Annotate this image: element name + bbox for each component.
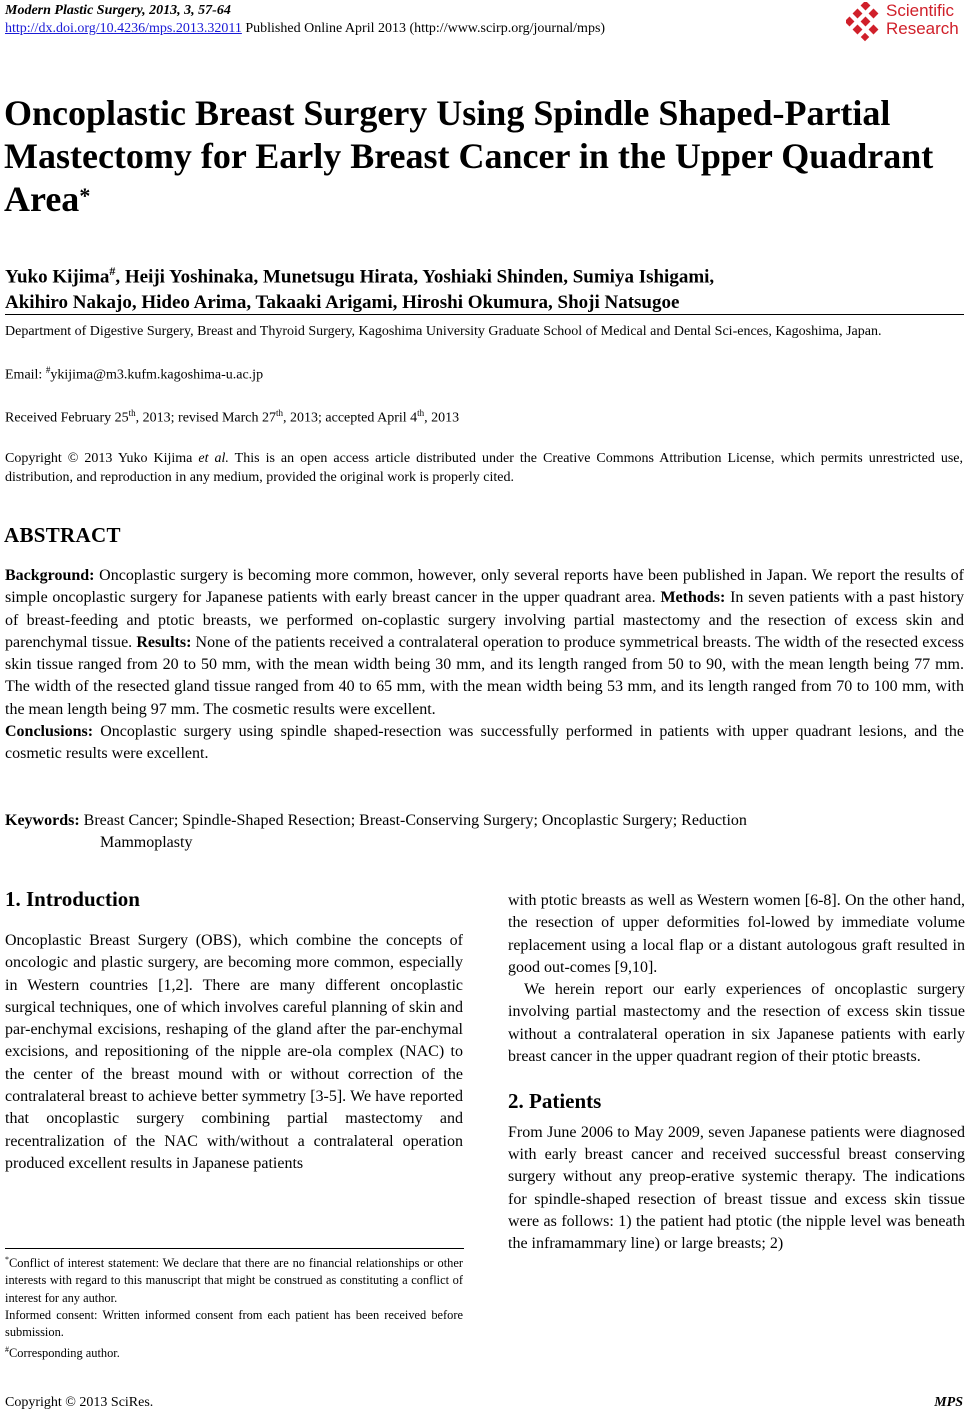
author-mark: # xyxy=(109,264,116,278)
copyright-pre: Copyright © 2013 Yuko Kijima xyxy=(5,451,199,466)
background-label: Background: xyxy=(5,567,95,584)
section-heading-introduction: 1. Introduction xyxy=(5,887,140,911)
journal-volume: , 2013, 3, 57-64 xyxy=(142,3,231,18)
author-line-1 xyxy=(5,258,960,290)
divider xyxy=(5,314,964,315)
copyright-notice xyxy=(5,449,963,487)
corr-mark: # xyxy=(5,1345,9,1355)
logo-line-1: Scientific xyxy=(886,1,955,20)
received-c: , 2013; accepted April 4 xyxy=(283,410,418,426)
received-b: , 2013; revised March 27 xyxy=(135,410,276,426)
intro-paragraph-1-cont: with ptotic breasts as well as Western women [6-8]. On the other hand, the resection of upper deformities fol-lowed by immediate volume replacement using a local flap or a distant autologous graft resulted in good out-comes [9,10]. xyxy=(508,892,965,976)
keywords-label: Keywords: xyxy=(5,812,80,829)
journal-name: Modern Plastic Surgery xyxy=(5,3,143,18)
patients-paragraph-1: From June 2006 to May 2009, seven Japanese patients were diagnosed with early breast cancer and received successful breast conserving surgery without any preop-erative systemic therapy. The indications for spindle-shaped resection of breast tissue and excess skin tissue were as follows: 1) the patient had ptotic (the nipple level was beneath the inframammary line) or large breasts; 2) xyxy=(508,1123,965,1253)
email-mark: # xyxy=(45,365,51,375)
email-label: Email: xyxy=(5,367,46,383)
paper-title xyxy=(4,92,959,221)
doi-link[interactable]: http://dx.doi.org/10.4236/mps.2013.32011 xyxy=(5,21,242,36)
keywords-line-1 xyxy=(5,810,964,832)
received-b-sup: th xyxy=(276,408,284,418)
copyright-post: This is an open access article distributed under the Creative Commons Attribution License, which permits unrestricted use, distribution, and reproduction in any medium, provided the original work is properly cited. xyxy=(5,451,963,485)
logo-diamond-icon xyxy=(846,2,884,42)
email-line xyxy=(5,361,263,385)
coi-text: Conflict of interest statement: We declare that there are no financial relationships or other interests with regard to this manuscript that might be construed as constituting a conflict of interest for any author. xyxy=(5,1256,463,1305)
keywords-line-2: Mammoplasty xyxy=(100,834,193,852)
abstract-body xyxy=(5,565,964,766)
published-info: Published Online April 2013 (http://www.scirp.org/journal/mps) xyxy=(241,21,606,36)
corresponding-author: Yuko Kijima xyxy=(5,266,110,288)
conclusions-text: Oncoplastic surgery using spindle shaped-resection was successfully performed in patients with upper quadrant lesions, and the cosmetic results were excellent. xyxy=(5,723,964,763)
footer-copyright: Copyright © 2013 SciRes. xyxy=(5,1395,154,1410)
right-column xyxy=(508,890,965,1255)
title-text: Oncoplastic Breast Surgery Using Spindle Shaped-Partial Mastectomy for Early Breast Cancer in the Upper Quadrant Area xyxy=(4,93,934,219)
section-heading-patients: 2. Patients xyxy=(508,1089,602,1114)
author-line-2: Akihiro Nakajo, Hideo Arima, Takaaki Arigami, Hiroshi Okumura, Shoji Natsugoe xyxy=(5,292,680,314)
abstract-heading: ABSTRACT xyxy=(4,523,121,547)
intro-paragraph-2: We herein report our early experiences of oncoplastic surgery involving partial mastectomy and the resection of excess skin tissue without a contralateral operation in six Japanese patients with early breast cancer in the upper quadrant region of their ptotic breasts. xyxy=(508,981,965,1066)
journal-citation xyxy=(5,2,231,20)
footnote-divider xyxy=(5,1248,464,1249)
intro-paragraph-1: Oncoplastic Breast Surgery (OBS), which combine the concepts of oncologic and plastic surgery, are becoming more common, especially in Western countries [1,2]. There are many different oncoplastic surgical techniques, one of which involves careful planning of skin and par-enchymal excisions, reshaping of the gland after the par-enchymal excisions, and repositioning of the nipple are-ola complex (NAC) to the center of the breast mound with or without correction of the contralateral breast to achieve better symmetry [3-5]. We have reported that oncoplastic surgery combining partial mastectomy and recentralization of the NAC with/without a contralateral operation produced excellent results in Japanese patients xyxy=(5,932,463,1172)
results-label: Results: xyxy=(136,633,192,651)
page-footer xyxy=(5,1395,963,1411)
copyright-etal: et al. xyxy=(198,451,229,466)
doi-line xyxy=(5,20,605,38)
results-text: None of the patients received a contralateral operation to produce symmetrical breasts. The width of the resected excess skin tissue ranged from 20 to 50 mm, with the mean width being 30 mm, and its length ranged from 50 to 90, with the mean length being 77 mm. The width of the resected gland tissue ranged from 40 to 65 mm, with the mean width being 53 mm, and its length ranged from 70 to 100 mm, with the mean length being 97 mm. The cosmetic results were excellent. xyxy=(5,633,964,718)
received-a-sup: th xyxy=(128,408,136,418)
conclusions-label: Conclusions: xyxy=(5,723,94,741)
logo-line-2: Research xyxy=(886,19,959,38)
footnote-coi xyxy=(5,1251,463,1307)
publisher-logo xyxy=(846,2,964,42)
author-list xyxy=(5,258,960,316)
keywords xyxy=(5,810,964,855)
methods-text: In seven patients with a past history of breast-feeding and ptotic breasts, we performed on-coplastic surgery involving partial mastectomy and the resection of excess skin and parenchymal tissue. xyxy=(5,589,964,651)
received-dates xyxy=(5,404,459,428)
footnote-corresponding xyxy=(5,1341,463,1362)
affiliation: Department of Digestive Surgery, Breast and Thyroid Surgery, Kagoshima University Graduate School of Medical and Dental Sci-ences, Kagoshima, Japan. xyxy=(5,324,882,339)
title-footnote-mark: * xyxy=(79,183,91,208)
footer-journal: MPS xyxy=(934,1395,963,1410)
logo-text xyxy=(886,2,959,38)
received-a: Received February 25 xyxy=(5,410,129,426)
received-c-sup: th xyxy=(417,408,425,418)
footnote-consent: Informed consent: Written informed consent from each patient has been received before submission. xyxy=(5,1307,463,1339)
background-text: Oncoplastic surgery is becoming more common, however, only several reports have been published in Japan. We report the results of simple oncoplastic surgery for Japanese patients with early breast cancer in the upper quadrant area. xyxy=(5,567,964,607)
coi-mark: * xyxy=(5,1255,9,1264)
received-d: , 2013 xyxy=(424,410,460,426)
methods-label: Methods: xyxy=(660,589,726,607)
corr-text: Corresponding author. xyxy=(9,1346,120,1361)
email-address[interactable]: ykijima@m3.kufm.kagoshima-u.ac.jp xyxy=(50,367,264,383)
authors-rest: , Heiji Yoshinaka, Munetsugu Hirata, Yoshiaki Shinden, Sumiya Ishigami, xyxy=(115,266,715,288)
footnotes xyxy=(5,1251,463,1362)
keywords-list: Breast Cancer; Spindle-Shaped Resection; Breast-Conserving Surgery; Oncoplastic Surgery; Reduction xyxy=(79,812,747,829)
